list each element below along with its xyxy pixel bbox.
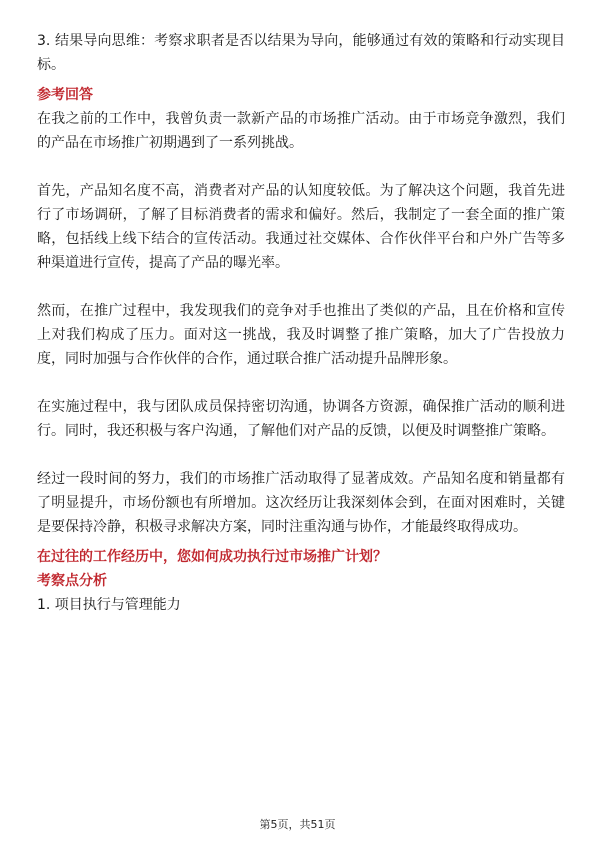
reference-answer-label: 参考回答 bbox=[37, 87, 93, 103]
answer-paragraph-4: 在实施过程中，我与团队成员保持密切沟通，协调各方资源，确保推广活动的顺利进行。同时，我还积极与客户沟通，了解他们对产品的反馈，以便及时调整推广策略。 bbox=[37, 399, 565, 439]
answer-paragraph-2: 首先，产品知名度不高，消费者对产品的认知度较低。为了解决这个问题，我首先进行了市场调研，了解了目标消费者的需求和偏好。然后，我制定了一套全面的推广策略，包括线上线下结合的宣传活动。我通过社交媒体、合作伙伴平台和户外广告等多种渠道进行宣传，提高了产品的曝光率。 bbox=[37, 183, 565, 271]
analysis-label: 考察点分析 bbox=[37, 573, 107, 589]
page-content bbox=[37, 29, 565, 617]
answer-paragraph-3: 然而，在推广过程中，我发现我们的竞争对手也推出了类似的产品，且在价格和宣传上对我们构成了压力。面对这一挑战，我及时调整了推广策略，加大了广告投放力度，同时加强与合作伙伴的合作，通过联合推广活动提升品牌形象。 bbox=[37, 303, 565, 367]
page-indicator: 第5页，共51页 bbox=[259, 818, 336, 831]
answer-paragraph-1: 在我之前的工作中，我曾负责一款新产品的市场推广活动。由于市场竞争激烈，我们的产品在市场推广初期遇到了一系列挑战。 bbox=[37, 111, 565, 151]
evaluation-point-3: 3. 结果导向思维：考察求职者是否以结果为导向，能够通过有效的策略和行动实现目标。 bbox=[37, 33, 565, 73]
answer-paragraph-5: 经过一段时间的努力，我们的市场推广活动取得了显著成效。产品知名度和销量都有了明显提升，市场份额也有所增加。这次经历让我深刻体会到，在面对困难时，关键是要保持冷静，积极寻求解决方案，同时注重沟通与协作，才能最终取得成功。 bbox=[37, 471, 565, 535]
evaluation-point-1: 1. 项目执行与管理能力 bbox=[37, 597, 181, 613]
question-title: 在过往的工作经历中，您如何成功执行过市场推广计划？ bbox=[37, 549, 387, 565]
